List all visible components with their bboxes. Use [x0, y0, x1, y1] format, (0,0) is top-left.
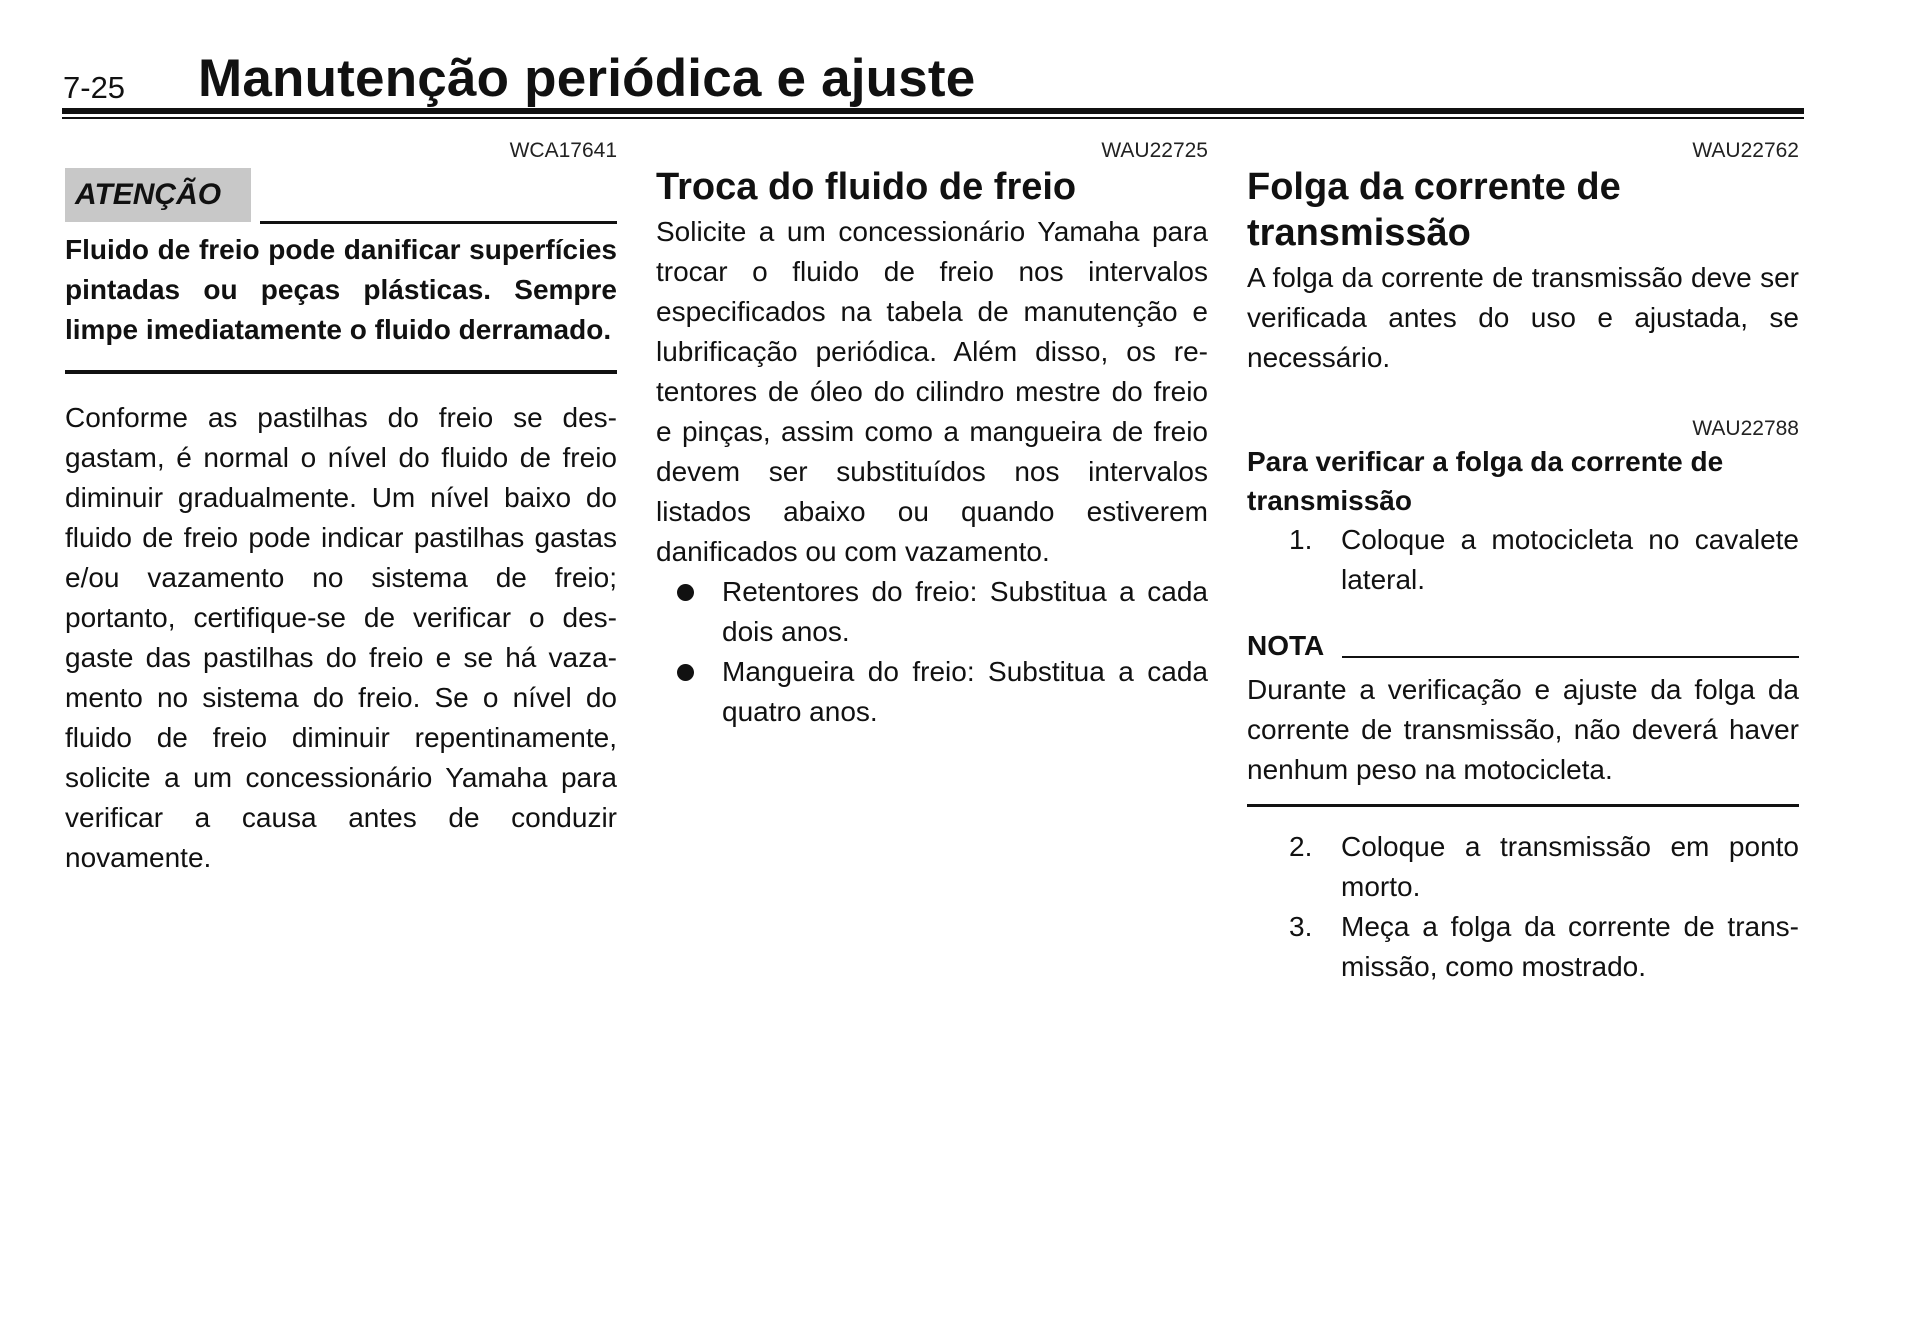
column-brake-fluid [656, 138, 1208, 732]
warning-end-rule [65, 370, 617, 374]
note-end-rule [1247, 804, 1799, 807]
step-item [1247, 907, 1799, 987]
brake-fluid-level-paragraph: Conforme as pastilhas do freio se desgastam, é normal o nível do fluido de freio diminuir gradualmente. Um nível baixo do fluido de freio pode indicar pastilhas gastas e/ou vazamento no sistema de freio; portanto, certifique-se de verificar o desgaste das pastilhas do freio e se há vazamento no sistema do freio. Se o nível do fluido de freio diminuir repentinamente, solicite a um concessionário Yamaha para verificar a causa antes de conduzir novamente. [65, 402, 617, 873]
step-number: 2. [1289, 831, 1313, 862]
header-rule [62, 108, 1804, 114]
list-item-text: Mangueira do freio: Substitua a cada quatro anos. [722, 656, 1208, 727]
step-text: Coloque a transmissão em ponto morto. [1341, 831, 1799, 902]
reference-code: WCA17641 [509, 139, 617, 162]
column-chain-slack [1247, 138, 1799, 987]
note-header [1247, 626, 1799, 666]
step-item [1247, 520, 1799, 600]
header-rule-thin [62, 117, 1804, 119]
warning-header [65, 168, 617, 224]
warning-rule [260, 221, 617, 224]
step-number: 3. [1289, 911, 1313, 942]
section-title-chain-slack: Folga da corrente de transmissão [1247, 166, 1621, 254]
warning-label: ATENÇÃO [65, 168, 251, 222]
page-title: Manutenção periódica e ajuste [198, 49, 976, 108]
section-title-brake-fluid: Troca do fluido de freio [656, 166, 1077, 208]
note-label: NOTA [1247, 630, 1325, 661]
steps-list [1247, 827, 1799, 987]
bullet-icon [677, 584, 694, 601]
list-item [656, 572, 1208, 652]
chain-slack-paragraph: A folga da corrente de transmissão deve ser verificada antes do uso e ajustada, se necessário. [1247, 262, 1799, 373]
step-text: Coloque a motocicleta no cavalete lateral. [1341, 524, 1799, 595]
bullet-icon [677, 664, 694, 681]
reference-code: WAU22725 [1101, 139, 1208, 162]
steps-list [1247, 520, 1799, 600]
replacement-list [656, 572, 1208, 732]
brake-fluid-paragraph: Solicite a um concessionário Yamaha para trocar o fluido de freio nos intervalos especificados na tabela de manutenção e lubrificação periódica. Além disso, os retentores de óleo do cilindro mestre do freio e pinças, assim como a mangueira de freio devem ser substituídos nos intervalos listados abaixo ou quando estiverem danificados ou com vazamento. [656, 216, 1208, 567]
step-text: Meça a folga da corrente de transmissão, como mostrado. [1341, 911, 1799, 982]
note-text: Durante a verificação e ajuste da folga da corrente de transmissão, não deverá haver nenhum peso na motocicleta. [1247, 674, 1799, 785]
list-item [656, 652, 1208, 732]
column-warning [65, 138, 617, 878]
subsection-title: Para verificar a folga da corrente de transmissão [1247, 446, 1724, 516]
reference-code: WAU22788 [1692, 417, 1799, 440]
step-item [1247, 827, 1799, 907]
step-number: 1. [1289, 524, 1313, 555]
warning-text: Fluido de freio pode danificar superfícies pintadas ou peças plásticas. Sempre limpe imediatamente o fluido derramado. [65, 234, 617, 345]
page-number: 7-25 [63, 70, 126, 105]
note-rule [1342, 656, 1799, 658]
list-item-text: Retentores do freio: Substitua a cada dois anos. [722, 576, 1208, 647]
reference-code: WAU22762 [1692, 139, 1799, 162]
